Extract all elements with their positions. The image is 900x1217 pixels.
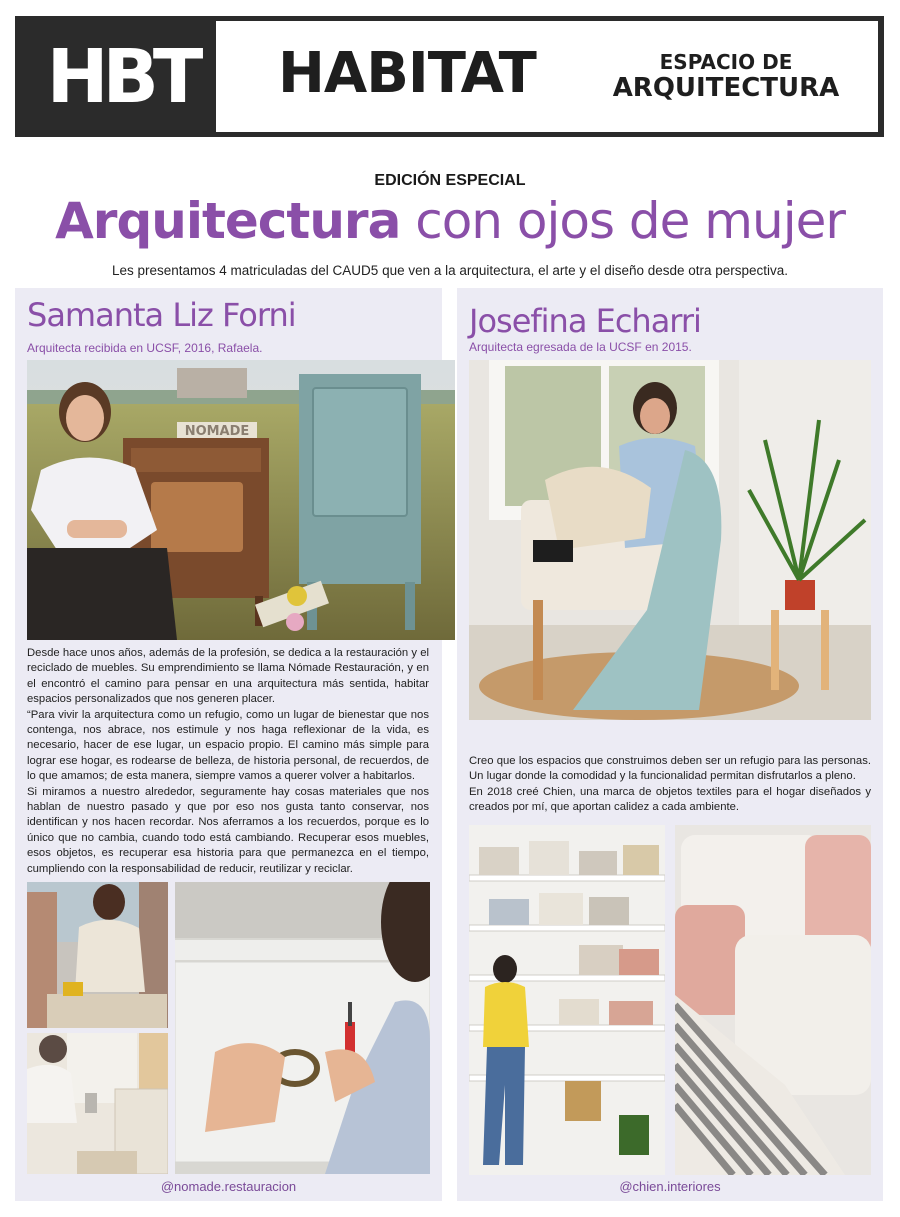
bio-paragraph: Creo que los espacios que construimos deben ser un refugio para las personas. Un lugar donde la comodidad y la funcionalidad permitan disfrutarlos a pleno. — [469, 755, 871, 783]
shelves-photo — [469, 825, 665, 1175]
magazine-title: HABITAT — [278, 41, 536, 106]
edition-label: EDICIÓN ESPECIAL — [374, 172, 526, 189]
profile-panel-left — [15, 288, 442, 1201]
hbt-logo — [37, 34, 207, 120]
instagram-handle[interactable]: @chien.interiores — [619, 1179, 721, 1194]
portrait-photo-chair — [469, 360, 871, 720]
sanding-photo — [27, 882, 168, 1028]
bio-paragraph: En 2018 creé Chien, una marca de objetos textiles para el hogar diseñados y creados por mí, que aportan calidez a cada ambiente. — [469, 785, 871, 814]
profile-name: Josefina Echarri — [469, 302, 701, 340]
profile-bio — [27, 646, 429, 877]
profile-role: Arquitecta egresada de la UCSF en 2015. — [469, 340, 692, 354]
headline — [0, 186, 900, 256]
headline-regular: con ojos de mujer — [400, 192, 845, 250]
bio-paragraph: Desde hace unos años, además de la profesión, se dedica a la restauración y el reciclado de muebles. Su emprendimiento se llama Nómade Restauración, y en el encontró el camino para pensar en una arquitectura más sentida, habitar espacios personalizados que nos generen placer. — [27, 647, 429, 706]
logo-text: HBT — [46, 34, 198, 120]
bio-paragraph: “Para vivir la arquitectura como un refugio, como un lugar de bienestar que nos contenga, nos abrace, nos estimule y nos haga reflexionar de la vida, es necesario, hacer de ese lugar, un espacio propio. El camino más simple para lograr ese hogar, es rodearse de belleza, de historia personal, de recuerdos, de lo que amamos; de esta manera, siempre vamos a querer volver a habitarlos. — [27, 708, 429, 783]
instagram-handle[interactable]: @nomade.restauracion — [160, 1179, 297, 1194]
magazine-tagline — [601, 51, 851, 103]
drawer-handle-photo — [175, 882, 430, 1174]
profile-panel-right — [457, 288, 883, 1201]
tagline-line-2: ARQUITECTURA — [612, 73, 840, 103]
bio-paragraph: Si miramos a nuestro alrededor, seguramente hay cosas materiales que nos hablan de nuestro pasado y que por eso nos gusta tanto conservar, nos identifican y nos hacen recordar. Nos aferramos a los recuerdos, porque es lo único que no cambia, cuando todo está cambiando. Recuperar esos muebles, esos objetos, es recuperar esa historia para que permanezca en el tiempo, cumpliendo con la responsabilidad de reducir, reutilizar y reciclar. — [27, 785, 429, 875]
tagline-line-1: ESPACIO DE — [659, 50, 793, 74]
painting-photo — [27, 1033, 168, 1174]
pillows-photo — [675, 825, 871, 1175]
profile-bio — [469, 754, 871, 816]
masthead-title-box — [216, 21, 878, 132]
portrait-photo-furniture — [27, 360, 455, 640]
masthead — [15, 16, 884, 137]
profile-name: Samanta Liz Forni — [27, 296, 296, 334]
subtitle: Les presentamos 4 matriculadas del CAUD5 que ven a la arquitectura, el arte y el diseño desde otra perspectiva. — [111, 263, 789, 278]
sign-letters: NOMADE — [184, 424, 250, 439]
profile-role: Arquitecta recibida en UCSF, 2016, Rafaela. — [27, 341, 263, 355]
headline-bold: Arquitectura — [55, 192, 401, 250]
